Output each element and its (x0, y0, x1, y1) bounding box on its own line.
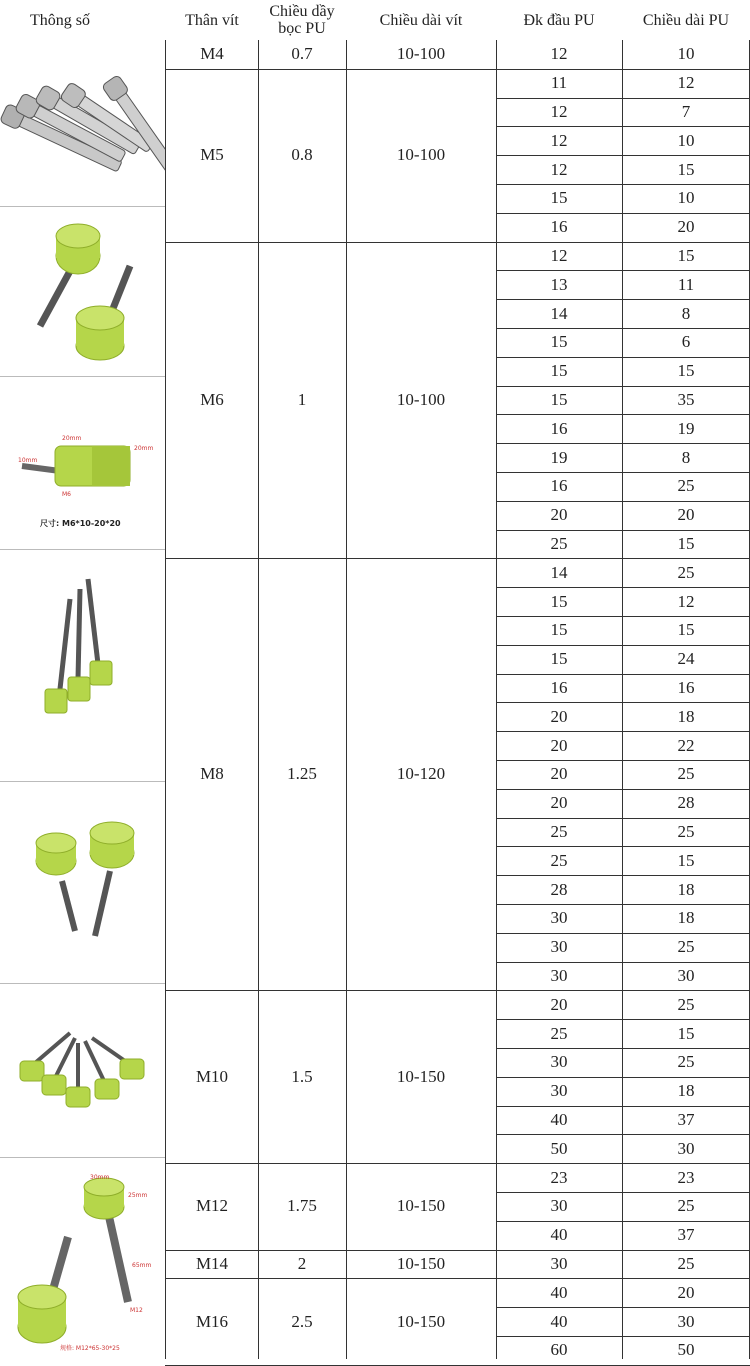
m6-dim-top: 20mm (62, 435, 82, 442)
pu-diameter-cell: 12 (550, 245, 568, 265)
pu-length-cell: 8 (681, 447, 691, 467)
pu-length-cell: 15 (677, 245, 695, 265)
m6-thread-label: M6 (62, 491, 71, 498)
header-pu-diameter: Đk đầu PU (523, 11, 595, 29)
pu-length-cell: 15 (677, 1023, 695, 1043)
screw-length-cell: 10-150 (396, 1311, 446, 1331)
m12-dim-top: 30mm (90, 1174, 110, 1181)
pu-length-cell: 10 (677, 44, 695, 64)
pu-length-cell: 30 (677, 965, 695, 985)
screw-length-cell: 10-120 (396, 764, 446, 784)
photo-m4-m5-screws (0, 40, 165, 206)
pu-length-cell: 30 (677, 1311, 695, 1331)
thickness-cell: 2 (297, 1253, 307, 1273)
pu-diameter-cell: 15 (550, 188, 568, 208)
pu-diameter-cell: 20 (550, 793, 568, 813)
pu-diameter-cell: 12 (550, 159, 568, 179)
pu-diameter-cell: 15 (550, 332, 568, 352)
pu-diameter-cell: 50 (550, 1138, 568, 1158)
pu-diameter-cell: 25 (550, 821, 568, 841)
pu-diameter-cell: 15 (550, 389, 568, 409)
pu-length-cell: 25 (677, 764, 695, 784)
pu-diameter-cell: 60 (550, 1340, 568, 1360)
pu-diameter-cell: 30 (550, 1253, 568, 1273)
photo-divider (0, 376, 165, 377)
pu-diameter-cell: 25 (550, 1023, 568, 1043)
header-length: Chiều dài vít (379, 11, 463, 29)
pu-diameter-cell: 16 (550, 418, 568, 438)
pu-length-cell: 11 (677, 274, 695, 294)
m12-caption: 规格: M12*65-30*25 (60, 1345, 120, 1352)
pu-diameter-cell: 12 (550, 44, 568, 64)
pu-length-cell: 30 (677, 1138, 695, 1158)
pu-length-cell: 25 (677, 937, 695, 957)
pu-length-cell: 50 (677, 1340, 695, 1360)
pu-length-cell: 25 (677, 1052, 695, 1072)
pu-diameter-cell: 13 (550, 274, 568, 294)
screw-length-cell: 10-150 (396, 1066, 446, 1086)
pu-diameter-cell: 20 (550, 764, 568, 784)
pu-diameter-cell: 25 (550, 850, 568, 870)
header-pu-length: Chiều dài PU (642, 11, 730, 29)
photo-m6-pu-screws (0, 206, 165, 376)
pu-diameter-cell: 14 (550, 303, 568, 323)
pu-length-cell: 19 (677, 418, 695, 438)
pu-diameter-cell: 15 (550, 591, 568, 611)
pu-diameter-cell: 40 (550, 1109, 568, 1129)
pu-length-cell: 12 (677, 73, 695, 93)
screw-length-cell: 10-100 (396, 389, 446, 409)
pu-diameter-cell: 25 (550, 533, 568, 553)
pu-length-cell: 25 (677, 994, 695, 1014)
pu-length-cell: 15 (677, 533, 695, 553)
shank-cell: M5 (200, 145, 224, 165)
pu-diameter-cell: 30 (550, 965, 568, 985)
pu-length-cell: 20 (677, 505, 695, 525)
pu-diameter-cell: 16 (550, 677, 568, 697)
photo-divider (0, 206, 165, 207)
pu-diameter-cell: 12 (550, 130, 568, 150)
m12-thread-label: M12 (130, 1307, 143, 1314)
pu-diameter-cell: 12 (550, 101, 568, 121)
pu-length-cell: 28 (677, 793, 695, 813)
pu-length-cell: 35 (677, 389, 695, 409)
pu-diameter-cell: 11 (550, 73, 568, 93)
pu-length-cell: 22 (677, 735, 695, 755)
pu-length-cell: 20 (677, 1282, 695, 1302)
m6-dim-side: 20mm (134, 445, 154, 452)
pu-diameter-cell: 14 (550, 562, 568, 582)
photo-divider (0, 1157, 165, 1158)
pu-diameter-cell: 30 (550, 1052, 568, 1072)
pu-diameter-cell: 28 (550, 879, 568, 899)
pu-diameter-cell: 20 (550, 505, 568, 525)
pu-diameter-cell: 30 (550, 1196, 568, 1216)
header-spec: Thông số (30, 11, 90, 29)
pu-length-cell: 18 (677, 706, 695, 726)
pu-diameter-cell: 20 (550, 706, 568, 726)
photo-m6-dimension (0, 376, 165, 549)
pu-diameter-cell: 30 (550, 908, 568, 928)
pu-diameter-cell: 30 (550, 937, 568, 957)
thickness-cell: 1.25 (287, 764, 317, 784)
pu-length-cell: 25 (677, 821, 695, 841)
screw-length-cell: 10-100 (396, 44, 446, 64)
pu-length-cell: 25 (677, 1253, 695, 1273)
pu-length-cell: 10 (677, 130, 695, 150)
screw-length-cell: 10-100 (396, 145, 446, 165)
header-shank: Thân vít (185, 11, 239, 29)
pu-length-cell: 8 (681, 303, 691, 323)
pu-diameter-cell: 19 (550, 447, 568, 467)
pu-diameter-cell: 23 (550, 1167, 568, 1187)
shank-cell: M6 (200, 389, 224, 409)
m6-caption: 尺寸: M6*10-20*20 (40, 519, 121, 528)
thickness-cell: 0.8 (291, 145, 313, 165)
pu-diameter-cell: 40 (550, 1225, 568, 1245)
pu-length-cell: 18 (677, 908, 695, 928)
shank-cell: M8 (200, 764, 224, 784)
thickness-cell: 1 (297, 389, 307, 409)
m12-dim-length: 65mm (132, 1262, 152, 1269)
photo-divider (0, 983, 165, 984)
m6-dim-left: 10mm (18, 457, 38, 464)
pu-length-cell: 25 (677, 476, 695, 496)
pu-length-cell: 6 (681, 332, 691, 352)
screw-length-cell: 10-150 (396, 1253, 446, 1273)
pu-diameter-cell: 15 (550, 620, 568, 640)
pu-diameter-cell: 20 (550, 735, 568, 755)
thickness-cell: 1.5 (291, 1066, 313, 1086)
pu-length-cell: 24 (677, 649, 695, 669)
shank-cell: M12 (195, 1196, 229, 1216)
pu-length-cell: 7 (681, 101, 691, 121)
pu-diameter-cell: 16 (550, 217, 568, 237)
pu-diameter-cell: 40 (550, 1282, 568, 1302)
pu-length-cell: 37 (677, 1225, 695, 1245)
shank-cell: M16 (195, 1311, 229, 1331)
pu-length-cell: 15 (677, 159, 695, 179)
pu-length-cell: 16 (677, 677, 695, 697)
pu-diameter-cell: 15 (550, 649, 568, 669)
pu-length-cell: 23 (677, 1167, 695, 1187)
pu-length-cell: 18 (677, 879, 695, 899)
pu-length-cell: 12 (677, 591, 695, 611)
pu-length-cell: 25 (677, 1196, 695, 1216)
photo-m10-screw-set (0, 983, 165, 1157)
shank-cell: M4 (200, 44, 224, 64)
m12-dim-side: 25mm (128, 1192, 148, 1199)
pu-diameter-cell: 15 (550, 361, 568, 381)
pu-length-cell: 10 (677, 188, 695, 208)
shank-cell: M14 (195, 1253, 229, 1273)
pu-diameter-cell: 30 (550, 1081, 568, 1101)
pu-length-cell: 15 (677, 620, 695, 640)
thickness-cell: 0.7 (291, 44, 313, 64)
pu-length-cell: 37 (677, 1109, 695, 1129)
header-thickness: Chiều dầy bọc PU (269, 3, 335, 37)
screw-length-cell: 10-150 (396, 1196, 446, 1216)
pu-length-cell: 25 (677, 562, 695, 582)
pu-length-cell: 15 (677, 850, 695, 870)
photo-m8-long-screws (0, 549, 165, 781)
shank-cell: M10 (195, 1066, 229, 1086)
thickness-cell: 1.75 (287, 1196, 317, 1216)
pu-diameter-cell: 20 (550, 994, 568, 1014)
photo-divider (0, 781, 165, 782)
pu-length-cell: 20 (677, 217, 695, 237)
pu-diameter-cell: 16 (550, 476, 568, 496)
pu-length-cell: 15 (677, 361, 695, 381)
photo-m8-short-screws (0, 781, 165, 983)
pu-diameter-cell: 40 (550, 1311, 568, 1331)
pu-length-cell: 18 (677, 1081, 695, 1101)
thickness-cell: 2.5 (291, 1311, 313, 1331)
photo-m12-dimension (0, 1157, 165, 1359)
photo-divider (0, 549, 165, 550)
